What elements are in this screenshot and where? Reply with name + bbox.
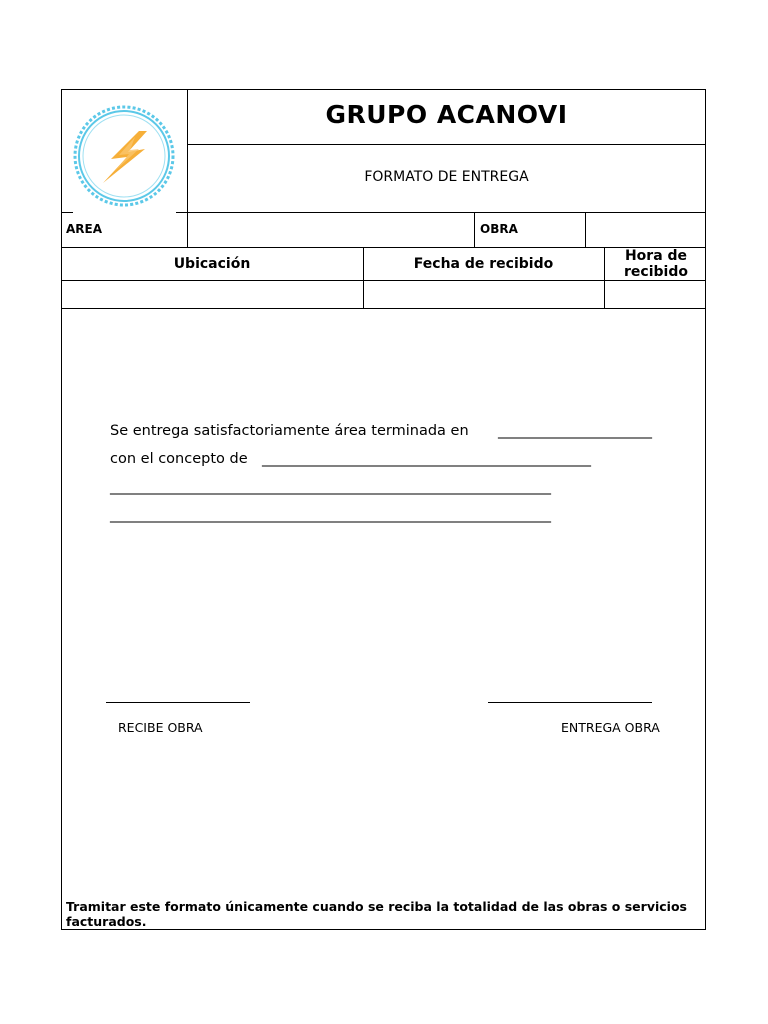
ubicacion-field[interactable] [62, 281, 362, 307]
area-label: AREA [66, 222, 103, 236]
fecha-field[interactable] [364, 281, 603, 307]
footer-note: Tramitar este formato únicamente cuando se reciba la totalidad de las obras o servicios facturados. [66, 899, 687, 929]
area-field[interactable] [188, 213, 473, 246]
area-row-bottom [61, 247, 706, 248]
logo-bottom-line-left [61, 212, 73, 213]
column-header-hora: Hora de recibido [624, 248, 688, 280]
table-row-bottom [61, 308, 706, 309]
receiver-signature-label: RECIBE OBRA [118, 720, 203, 735]
concept-blank[interactable]: _______________________________________________ [262, 451, 591, 467]
receiver-signature-line[interactable] [106, 702, 250, 703]
company-logo [71, 101, 177, 211]
title-divider [187, 144, 706, 145]
concept-blank-line-3[interactable]: _______________________________________________________________ [110, 507, 551, 523]
form-title: FORMATO DE ENTREGA [364, 169, 529, 185]
obra-label: OBRA [480, 222, 518, 236]
deliverer-signature-line[interactable] [488, 702, 652, 703]
hora-field[interactable] [605, 281, 705, 307]
deliverer-signature-label: ENTREGA OBRA [561, 720, 660, 735]
company-name: GRUPO ACANOVI [325, 100, 568, 129]
concept-label: con el concepto de [110, 451, 248, 467]
terminated-area-blank[interactable]: ______________________ [498, 423, 652, 439]
column-header-ubicacion: Ubicación [173, 256, 251, 272]
obra-field[interactable] [586, 213, 705, 246]
concept-blank-line-2[interactable]: _______________________________________________________________ [110, 479, 551, 495]
column-header-fecha: Fecha de recibido [413, 256, 554, 272]
lightning-bolt-icon [71, 101, 177, 211]
body-line-2 [110, 451, 248, 467]
body-line-1 [110, 423, 469, 439]
logo-bottom-line-right [176, 212, 187, 213]
obra-label-divider [474, 212, 475, 247]
delivery-statement: Se entrega satisfactoriamente área terminada en [110, 423, 469, 439]
